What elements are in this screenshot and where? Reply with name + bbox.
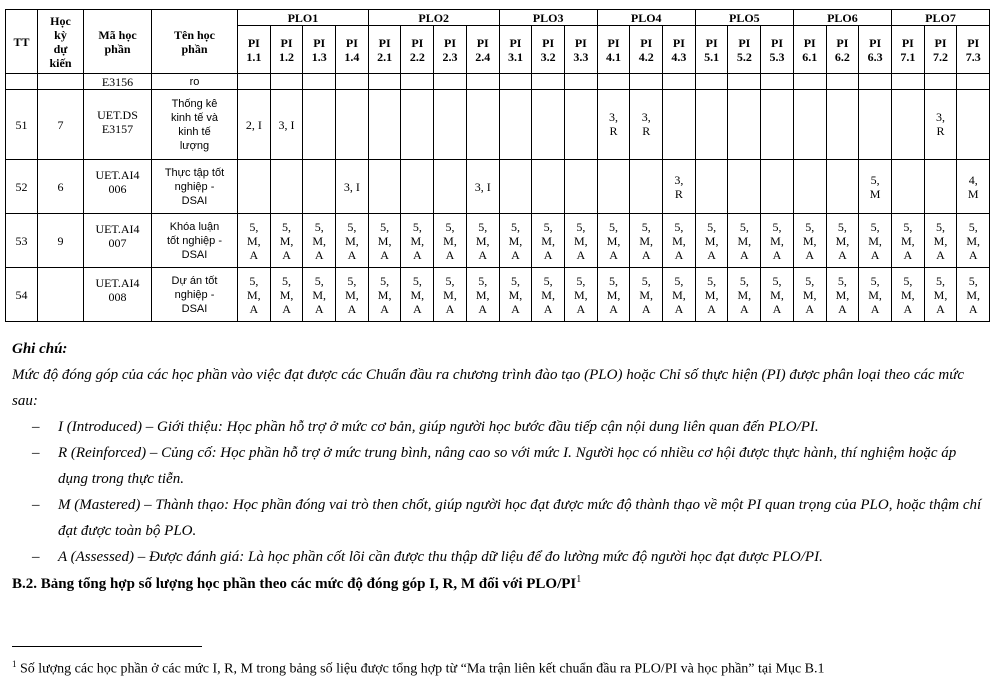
notes-title: Ghi chú:	[12, 341, 68, 357]
note-text: R (Reinforced) – Củng cố: Học phần hỗ trợ ở mức trung bình, nâng cao so với mức I. Người học có nhiều cơ hội được thực hành, thí nghiệm hoặc áp dụng trong thực tiễn.	[58, 445, 957, 487]
plo-header-2: PLO2	[368, 10, 499, 26]
plo-pi-matrix-table	[5, 9, 990, 322]
matrix-cell	[597, 74, 630, 90]
row-course-code: E3156	[84, 74, 152, 90]
matrix-cell: 2, I	[238, 90, 271, 160]
matrix-cell: 5, M, A	[663, 214, 696, 268]
matrix-cell: 5, M, A	[336, 214, 369, 268]
pi-header: PI 1.4	[336, 26, 369, 74]
row-course-code: UET.AI4 007	[84, 214, 152, 268]
matrix-cell	[532, 90, 565, 160]
matrix-cell	[957, 90, 990, 160]
matrix-cell: 5, M, A	[532, 268, 565, 322]
note-item-mastered	[12, 492, 982, 544]
matrix-cell: 5, M, A	[826, 268, 859, 322]
pi-header: PI 3.3	[564, 26, 597, 74]
matrix-cell	[924, 74, 957, 90]
matrix-cell	[434, 90, 467, 160]
row-course-name: Thực tập tốt nghiệp - DSAI	[152, 160, 238, 214]
pi-header: PI 7.2	[924, 26, 957, 74]
matrix-cell	[303, 90, 336, 160]
pi-header: PI 6.1	[793, 26, 826, 74]
plo-header-6: PLO6	[793, 10, 891, 26]
matrix-cell	[761, 160, 794, 214]
matrix-cell	[695, 160, 728, 214]
matrix-cell: 5, M, A	[695, 214, 728, 268]
section-heading-b2	[12, 574, 581, 593]
row-course-code: UET.AI4 006	[84, 160, 152, 214]
matrix-cell	[891, 160, 924, 214]
pi-header: PI 4.1	[597, 26, 630, 74]
matrix-cell	[630, 74, 663, 90]
matrix-cell: 5, M, A	[957, 268, 990, 322]
pi-header: PI 3.2	[532, 26, 565, 74]
matrix-cell: 5, M, A	[630, 268, 663, 322]
row-course-name: Thống kê kinh tế và kinh tế lượng	[152, 90, 238, 160]
matrix-cell	[368, 90, 401, 160]
matrix-cell	[238, 74, 271, 90]
matrix-cell	[859, 90, 892, 160]
matrix-cell: 5, M, A	[924, 268, 957, 322]
footnote-text: Số lượng các học phần ở các mức I, R, M trong bảng số liệu được tổng hợp từ “Ma trận liên kết chuẩn đầu ra PLO/PI và học phần” tại Mục B.1	[16, 661, 825, 677]
matrix-cell	[630, 160, 663, 214]
matrix-cell	[238, 160, 271, 214]
matrix-cell: 5, M, A	[761, 214, 794, 268]
matrix-cell	[401, 90, 434, 160]
table-row	[6, 90, 990, 160]
matrix-cell: 5, M, A	[564, 214, 597, 268]
matrix-cell: 5, M, A	[924, 214, 957, 268]
footnote-divider	[12, 646, 202, 647]
matrix-cell: 5, M, A	[499, 214, 532, 268]
matrix-cell	[336, 74, 369, 90]
footnote-reference[interactable]: 1	[576, 574, 582, 585]
matrix-cell: 5, M, A	[761, 268, 794, 322]
pi-header: PI 2.2	[401, 26, 434, 74]
note-text: A (Assessed) – Được đánh giá: Là học phần cốt lõi cần được thu thập dữ liệu để đo lường mức độ người học đạt được PLO/PI.	[58, 549, 823, 565]
matrix-cell: 5, M, A	[270, 268, 303, 322]
matrix-cell	[466, 74, 499, 90]
notes-list	[12, 414, 982, 570]
matrix-cell: 5, M, A	[597, 214, 630, 268]
note-text: I (Introduced) – Giới thiệu: Học phần hỗ trợ ở mức cơ bản, giúp người học bước đầu tiếp cận nội dung liên quan đến PLO/PI.	[58, 419, 819, 435]
pi-header: PI 1.1	[238, 26, 271, 74]
bullet-dash: –	[32, 497, 40, 513]
matrix-cell	[728, 160, 761, 214]
matrix-cell	[793, 90, 826, 160]
matrix-cell: 5, M, A	[793, 214, 826, 268]
matrix-cell: 3, I	[336, 160, 369, 214]
plo-header-row	[6, 10, 990, 26]
pi-header: PI 7.1	[891, 26, 924, 74]
row-semester: 6	[38, 160, 84, 214]
matrix-cell	[761, 90, 794, 160]
pi-header: PI 2.4	[466, 26, 499, 74]
matrix-cell	[891, 90, 924, 160]
matrix-cell	[924, 160, 957, 214]
matrix-cell: 5, M, A	[891, 214, 924, 268]
matrix-cell	[728, 90, 761, 160]
footnote	[12, 659, 825, 678]
matrix-cell: 5, M, A	[859, 214, 892, 268]
table-row	[6, 160, 990, 214]
pi-header: PI 4.2	[630, 26, 663, 74]
row-course-code: UET.DS E3157	[84, 90, 152, 160]
row-semester	[38, 74, 84, 90]
matrix-cell: 5, M, A	[793, 268, 826, 322]
matrix-cell	[957, 74, 990, 90]
matrix-cell: 5, M, A	[238, 214, 271, 268]
row-tt: 54	[6, 268, 38, 322]
matrix-cell	[826, 90, 859, 160]
matrix-cell: 5, M, A	[270, 214, 303, 268]
matrix-cell	[499, 74, 532, 90]
matrix-header	[6, 10, 990, 74]
matrix-cell: 3, R	[663, 160, 696, 214]
matrix-cell	[859, 74, 892, 90]
pi-header: PI 3.1	[499, 26, 532, 74]
matrix-cell	[466, 90, 499, 160]
matrix-cell: 5, M, A	[368, 214, 401, 268]
matrix-cell	[728, 74, 761, 90]
note-item-reinforced	[12, 440, 982, 492]
pi-header: PI 5.1	[695, 26, 728, 74]
table-row	[6, 268, 990, 322]
matrix-cell: 5, M, A	[336, 268, 369, 322]
matrix-cell	[336, 90, 369, 160]
header-course-code: Mã học phần	[84, 10, 152, 74]
matrix-cell: 3, R	[924, 90, 957, 160]
row-tt: 51	[6, 90, 38, 160]
matrix-cell: 5, M, A	[859, 268, 892, 322]
pi-header: PI 2.3	[434, 26, 467, 74]
header-course-name: Tên học phần	[152, 10, 238, 74]
row-tt	[6, 74, 38, 90]
matrix-cell: 3, I	[466, 160, 499, 214]
row-course-code: UET.AI4 008	[84, 268, 152, 322]
matrix-cell: 5, M, A	[597, 268, 630, 322]
row-course-name: ro	[152, 74, 238, 90]
matrix-cell: 5, M	[859, 160, 892, 214]
matrix-cell	[564, 90, 597, 160]
matrix-cell	[826, 74, 859, 90]
pi-header: PI 5.3	[761, 26, 794, 74]
matrix-cell: 5, M, A	[728, 268, 761, 322]
plo-header-7: PLO7	[891, 10, 989, 26]
header-semester: Học kỳ dự kiến	[38, 10, 84, 74]
matrix-cell	[303, 160, 336, 214]
matrix-cell: 5, M, A	[564, 268, 597, 322]
row-semester	[38, 268, 84, 322]
pi-header: PI 6.3	[859, 26, 892, 74]
matrix-cell	[401, 74, 434, 90]
matrix-cell	[368, 74, 401, 90]
matrix-cell	[891, 74, 924, 90]
bullet-dash: –	[32, 549, 40, 565]
matrix-cell: 5, M, A	[891, 268, 924, 322]
matrix-cell	[270, 74, 303, 90]
matrix-cell	[532, 160, 565, 214]
plo-header-5: PLO5	[695, 10, 793, 26]
matrix-cell	[761, 74, 794, 90]
plo-header-1: PLO1	[238, 10, 369, 26]
note-item-assessed	[12, 544, 982, 570]
matrix-cell	[597, 160, 630, 214]
notes-intro: Mức độ đóng góp của các học phần vào việc đạt được các Chuẩn đầu ra chương trình đào tạo (PLO) hoặc Chỉ số thực hiện (PI) được phân loại theo các mức sau:	[12, 367, 965, 409]
plo-header-3: PLO3	[499, 10, 597, 26]
pi-header: PI 4.3	[663, 26, 696, 74]
matrix-cell: 3, I	[270, 90, 303, 160]
pi-header: PI 6.2	[826, 26, 859, 74]
matrix-cell: 3, R	[630, 90, 663, 160]
table-row	[6, 74, 990, 90]
row-course-name: Dự án tốt nghiệp - DSAI	[152, 268, 238, 322]
matrix-cell	[434, 74, 467, 90]
matrix-cell: 5, M, A	[826, 214, 859, 268]
matrix-cell: 4, M	[957, 160, 990, 214]
matrix-body	[6, 74, 990, 322]
pi-header: PI 2.1	[368, 26, 401, 74]
matrix-cell	[695, 90, 728, 160]
matrix-cell: 5, M, A	[303, 268, 336, 322]
matrix-cell: 5, M, A	[303, 214, 336, 268]
matrix-cell: 5, M, A	[630, 214, 663, 268]
matrix-cell: 5, M, A	[401, 214, 434, 268]
matrix-cell: 5, M, A	[434, 268, 467, 322]
row-tt: 52	[6, 160, 38, 214]
bullet-dash: –	[32, 445, 40, 461]
footnote-mark: 1	[12, 659, 17, 669]
matrix-cell	[368, 160, 401, 214]
matrix-cell: 5, M, A	[957, 214, 990, 268]
matrix-cell: 5, M, A	[728, 214, 761, 268]
plo-header-4: PLO4	[597, 10, 695, 26]
matrix-cell	[303, 74, 336, 90]
matrix-cell	[695, 74, 728, 90]
note-text: M (Mastered) – Thành thạo: Học phần đóng vai trò then chốt, giúp người học đạt được mức độ thành thạo về một PI quan trọng của PLO, hoặc thậm chí đạt được toàn bộ PLO.	[58, 497, 982, 539]
matrix-cell: 5, M, A	[695, 268, 728, 322]
bullet-dash: –	[32, 419, 40, 435]
matrix-cell	[663, 74, 696, 90]
notes-section	[12, 336, 982, 570]
row-semester: 7	[38, 90, 84, 160]
row-tt: 53	[6, 214, 38, 268]
matrix-cell	[401, 160, 434, 214]
matrix-cell: 5, M, A	[434, 214, 467, 268]
matrix-cell	[564, 74, 597, 90]
note-item-introduced	[12, 414, 982, 440]
matrix-cell	[499, 160, 532, 214]
matrix-cell: 5, M, A	[663, 268, 696, 322]
matrix-cell	[663, 90, 696, 160]
row-semester: 9	[38, 214, 84, 268]
matrix-cell: 5, M, A	[466, 268, 499, 322]
pi-header: PI 1.3	[303, 26, 336, 74]
matrix-cell	[499, 90, 532, 160]
table-row	[6, 214, 990, 268]
matrix-cell	[826, 160, 859, 214]
pi-header: PI 7.3	[957, 26, 990, 74]
matrix-cell	[793, 74, 826, 90]
pi-header: PI 5.2	[728, 26, 761, 74]
matrix-cell: 5, M, A	[532, 214, 565, 268]
header-tt: TT	[6, 10, 38, 74]
matrix-cell	[532, 74, 565, 90]
matrix-cell: 5, M, A	[238, 268, 271, 322]
matrix-cell: 5, M, A	[499, 268, 532, 322]
matrix-cell	[270, 160, 303, 214]
matrix-cell: 5, M, A	[401, 268, 434, 322]
section-title: B.2. Bảng tổng hợp số lượng học phần theo các mức độ đóng góp I, R, M đối với PLO/PI	[12, 576, 577, 592]
pi-header: PI 1.2	[270, 26, 303, 74]
matrix-cell	[434, 160, 467, 214]
matrix-cell	[793, 160, 826, 214]
matrix-cell: 5, M, A	[368, 268, 401, 322]
row-course-name: Khóa luận tốt nghiệp - DSAI	[152, 214, 238, 268]
matrix-cell: 5, M, A	[466, 214, 499, 268]
matrix-cell: 3, R	[597, 90, 630, 160]
matrix-cell	[564, 160, 597, 214]
